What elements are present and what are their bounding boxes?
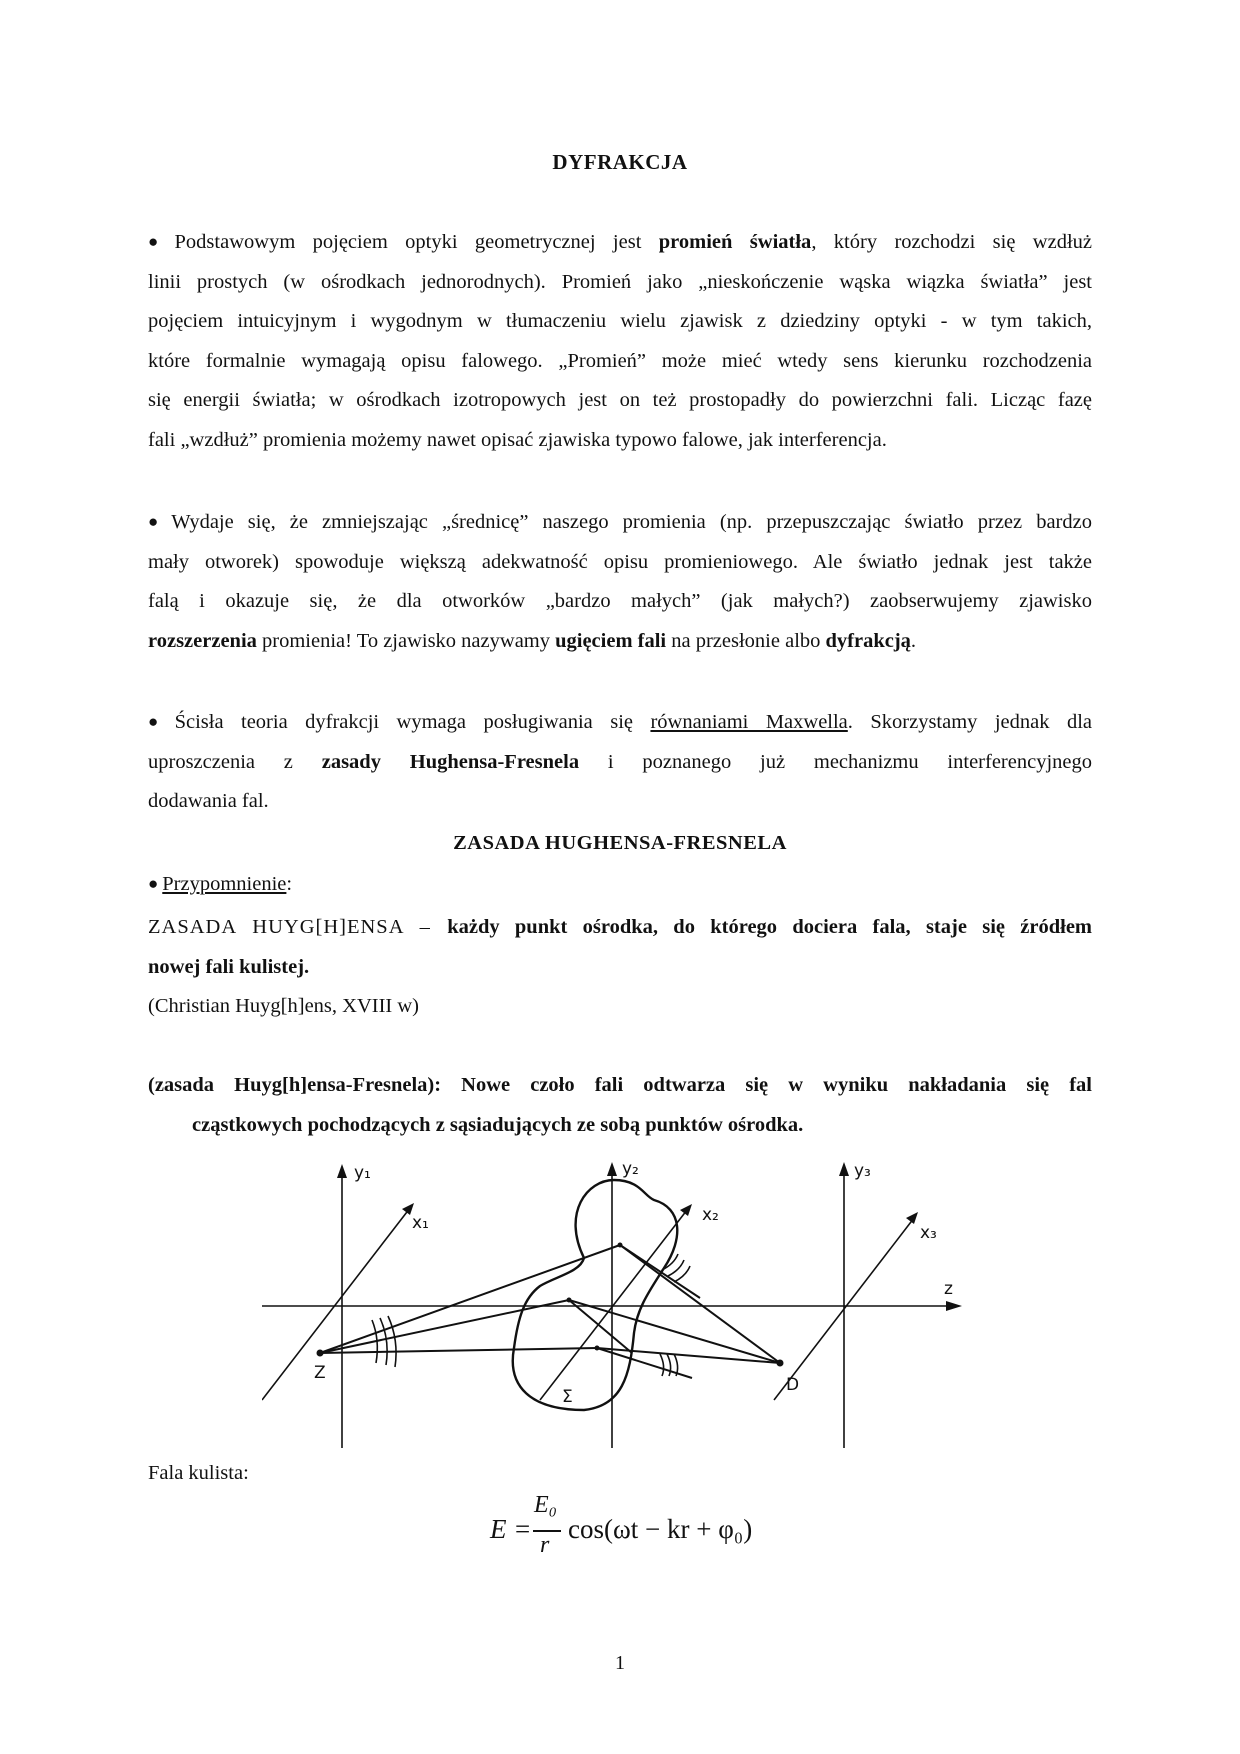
secondary-source-3 xyxy=(595,1346,600,1351)
ray-z-upper xyxy=(320,1245,620,1353)
equation-lhs: E = xyxy=(490,1514,532,1544)
term-light-ray: promień światła xyxy=(658,231,812,253)
wave-arc-7 xyxy=(660,1354,664,1376)
ray-z-lower xyxy=(320,1348,597,1353)
bullet-icon: ● xyxy=(148,232,171,251)
bullet-icon: ● xyxy=(148,712,171,731)
term-broadening: rozszerzenia xyxy=(148,629,257,652)
huygens-fresnel-principle: (zasada Huyg[h]ensa-Fresnela): Nowe czoło fali odtwarza się w wyniku nakładania się fal cząstkowych pochodzących z sąsiadujących ze sobą punktów ośrodka. xyxy=(148,1074,1092,1136)
label-x2: x₂ xyxy=(702,1205,719,1225)
maxwell-equations-link[interactable]: równaniami Maxwella xyxy=(650,711,848,733)
equation-numerator: E₀ xyxy=(534,1492,558,1518)
y1-arrow-icon xyxy=(337,1164,347,1178)
reminder-line: ● Przypomnienie: xyxy=(148,873,293,895)
paragraph-theory: ● Ścisła teoria dyfrakcji wymaga posługiwania się równaniami Maxwella. Skorzystamy jednak dla uproszczenia z zasady Hughensa-Fresnela i poznanego już mechanizmu interferencyjnego dodawania fal. xyxy=(148,711,1092,812)
label-x3: x₃ xyxy=(920,1223,937,1243)
x1-axis xyxy=(262,1208,410,1400)
x2-arrow-icon xyxy=(680,1204,692,1216)
bullet-icon: ● xyxy=(148,512,168,531)
wave-arc-5 xyxy=(668,1260,684,1276)
term-wave-bending: ugięciem fali xyxy=(555,629,667,652)
secondary-source-2 xyxy=(567,1298,572,1303)
label-detector: D xyxy=(786,1375,800,1395)
reminder-label: Przypomnienie xyxy=(162,873,287,895)
equation-denominator: r xyxy=(540,1532,550,1558)
page-number: 1 xyxy=(615,1652,625,1674)
paragraph-geometric-optics: ● Podstawowym pojęciem optyki geometrycznej jest promień światła, który rozchodzi się wzdłuż linii prostych (w ośrodkach jednorodnych). Promień jako „nieskończenie wąska wiązka światła” jest pojęciem intuicyjnym i wygodnym w tłumaczeniu wielu zjawisk z dziedziny optyki - w tym takich, które formalnie wymagają opisu falowego. „Promień” może mieć wtedy sens kierunku rozchodzenia się energii światła; w ośrodkach izotropowych jest on też prostopadły do powierzchni fali. Licząc fazę fali „wzdłuż” promienia możemy nawet opisać zjawiska typowo falowe, jak interferencja. xyxy=(148,231,1092,451)
spherical-wave-label: Fala kulista: xyxy=(148,1462,249,1484)
section-title: ZASADA HUGHENSA-FRESNELA xyxy=(453,832,787,854)
x3-arrow-icon xyxy=(906,1212,918,1224)
wavefront-surface xyxy=(513,1180,678,1410)
ray-d-middle-2 xyxy=(569,1300,632,1353)
huygens-fresnel-diagram xyxy=(262,1158,962,1448)
x2-axis xyxy=(540,1210,687,1400)
page-title: DYFRAKCJA xyxy=(552,150,688,174)
wave-arc-2 xyxy=(380,1318,387,1365)
label-source: Z xyxy=(314,1363,326,1383)
label-z-axis: z xyxy=(944,1279,953,1299)
y2-arrow-icon xyxy=(607,1162,617,1176)
bullet-icon: ● xyxy=(148,874,159,893)
label-x1: x₁ xyxy=(412,1213,429,1233)
equation-rhs: cos(ωt − kr + φ₀) xyxy=(568,1514,753,1544)
paragraph-diffraction-intro: ● Wydaje się, że zmniejszając „średnicę” naszego promienia (np. przepuszczając światło przez bardzo mały otworek) spowoduje większą adekwatność opisu promieniowego. Ale światło jednak jest także falą i okazuje się, że dla otworków „bardzo małych” (jak małych?) zaobserwujemy zjawisko rozszerzenia promienia! To zjawisko nazywamy ugięciem fali na przesłonie albo dyfrakcją. xyxy=(148,511,1092,652)
y3-arrow-icon xyxy=(839,1162,849,1176)
wave-arc-3 xyxy=(388,1316,396,1367)
huygens-principle: ZASADA HUYG[H]ENSA – każdy punkt ośrodka, do którego dociera fala, staje się źródłem nowej fali kulistej. (Christian Huyg[h]ens, XVIII w) xyxy=(148,908,1092,1027)
source-point xyxy=(317,1350,324,1357)
spherical-wave-equation xyxy=(490,1492,770,1566)
wave-arc-6 xyxy=(674,1266,690,1282)
term-diffraction: dyfrakcją xyxy=(825,629,911,652)
huygens-attribution: (Christian Huyg[h]ens, XVIII w) xyxy=(148,995,419,1017)
label-y1: y₁ xyxy=(354,1163,371,1183)
label-y3: y₃ xyxy=(854,1161,871,1181)
detector-point xyxy=(777,1360,784,1367)
label-surface: Σ xyxy=(562,1387,573,1407)
ray-d-upper-2 xyxy=(620,1245,700,1298)
label-y2: y₂ xyxy=(622,1159,639,1179)
z-axis-arrow-icon xyxy=(946,1301,962,1311)
ray-d-upper-1 xyxy=(620,1245,780,1363)
secondary-source-1 xyxy=(618,1243,623,1248)
wave-arc-8 xyxy=(667,1354,671,1376)
term-huygens-fresnel: zasady Hughensa-Fresnela xyxy=(321,750,580,773)
